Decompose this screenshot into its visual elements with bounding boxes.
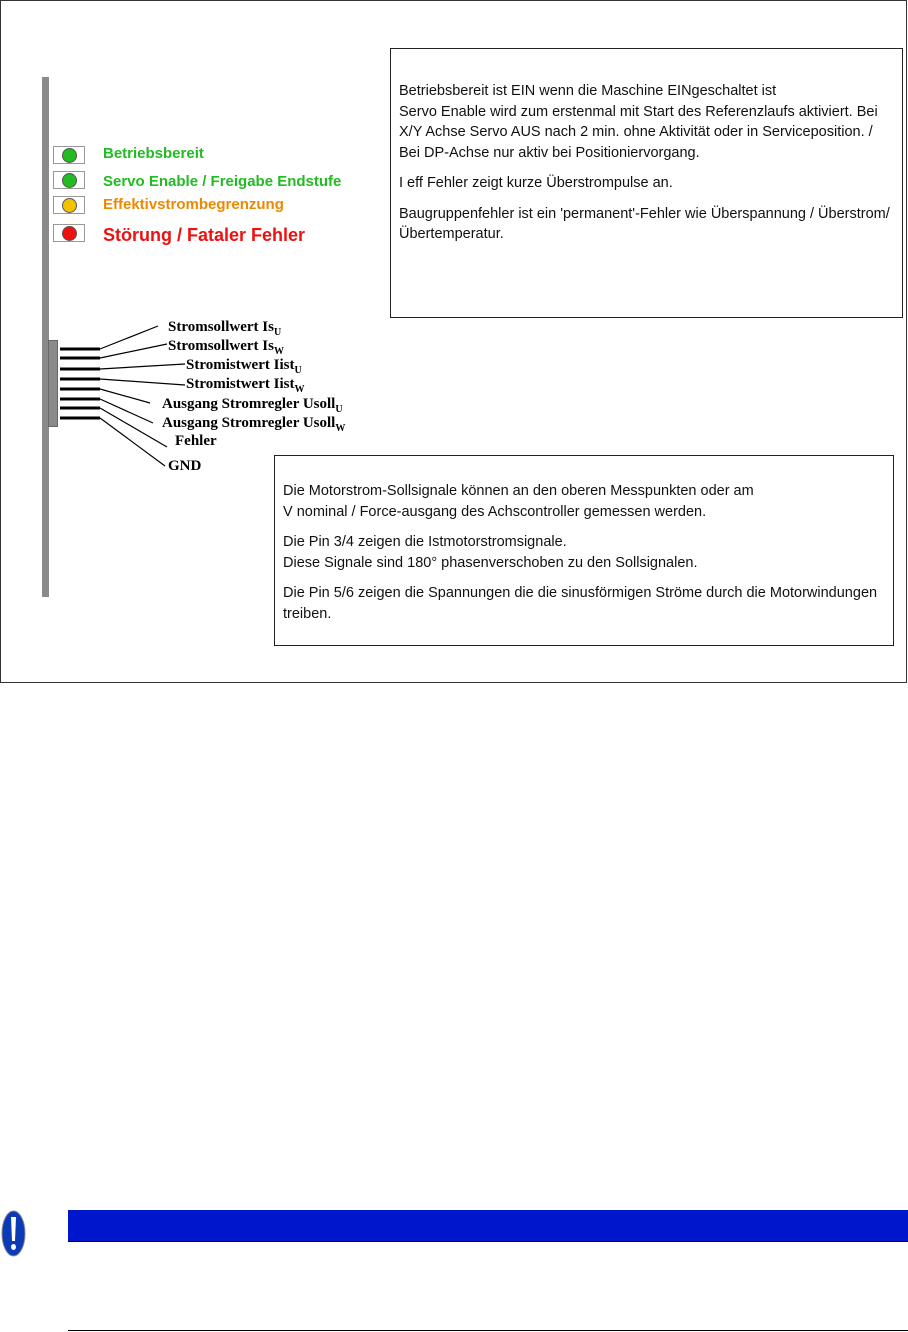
- info-text: Baugruppenfehler ist ein 'permanent'-Fehler wie Überspannung / Überstrom/ Übertemperatur.: [399, 205, 890, 242]
- pin-label: Stromsollwert $Is_W$: [168, 338, 284, 357]
- info-text: Die Motorstrom-Sollsignale können an den oberen Messpunkten oder am V nominal / Force-ausgang des Achscontroller gemessen werden.: [283, 483, 754, 520]
- info-text: Die Pin 3/4 zeigen die Istmotorstromsignale. Diese Signale sind 180° phasenverschoben zu den Sollsignalen.: [283, 534, 698, 571]
- pin-label: Ausgang Stromregler Usoll$_W$: [162, 415, 346, 434]
- pin-label: Stromsollwert $Is_U$: [168, 319, 282, 338]
- led-servo-label: Servo Enable / Freigabe Endstufe: [103, 173, 342, 190]
- info-text: Die Pin 5/6 zeigen die Spannungen die die sinusförmigen Ströme durch die Motorwindungen treiben.: [283, 585, 878, 622]
- pin-label: GND: [168, 458, 202, 474]
- info-text: I eff Fehler zeigt kurze Überstrompulse an.: [399, 175, 673, 191]
- pin-stubs: [60, 349, 100, 418]
- info-text: Betriebsbereit ist EIN wenn die Maschine EINgeschaltet ist Servo Enable wird zum erstenmal mit Start des Referenzlaufs aktiviert. Bei X/Y Achse Servo AUS nach 2 min. ohne Aktivität oder in Serviceposition. / Bei DP-Achse nur aktiv bei Positioniervorgang.: [399, 83, 878, 161]
- notice-header-bar: [68, 1210, 908, 1242]
- info-box-status: [390, 48, 903, 318]
- pin-label: Fehler: [175, 433, 217, 449]
- pin-label: Stromistwert Iist$_U$: [186, 357, 302, 376]
- led-ready-label: Betriebsbereit: [103, 145, 204, 162]
- led-fault-label: Störung / Fataler Fehler: [103, 225, 306, 245]
- info-box-signals: [274, 455, 894, 646]
- pin-label: Stromistwert Iist$_W$: [186, 376, 305, 395]
- pin-label: Ausgang Stromregler Usoll$_U$: [162, 396, 343, 415]
- led-ieff-label: Effektivstrombegrenzung: [103, 196, 284, 213]
- exclamation-icon: [1, 1210, 27, 1258]
- notice-bottom-rule: [68, 1330, 908, 1331]
